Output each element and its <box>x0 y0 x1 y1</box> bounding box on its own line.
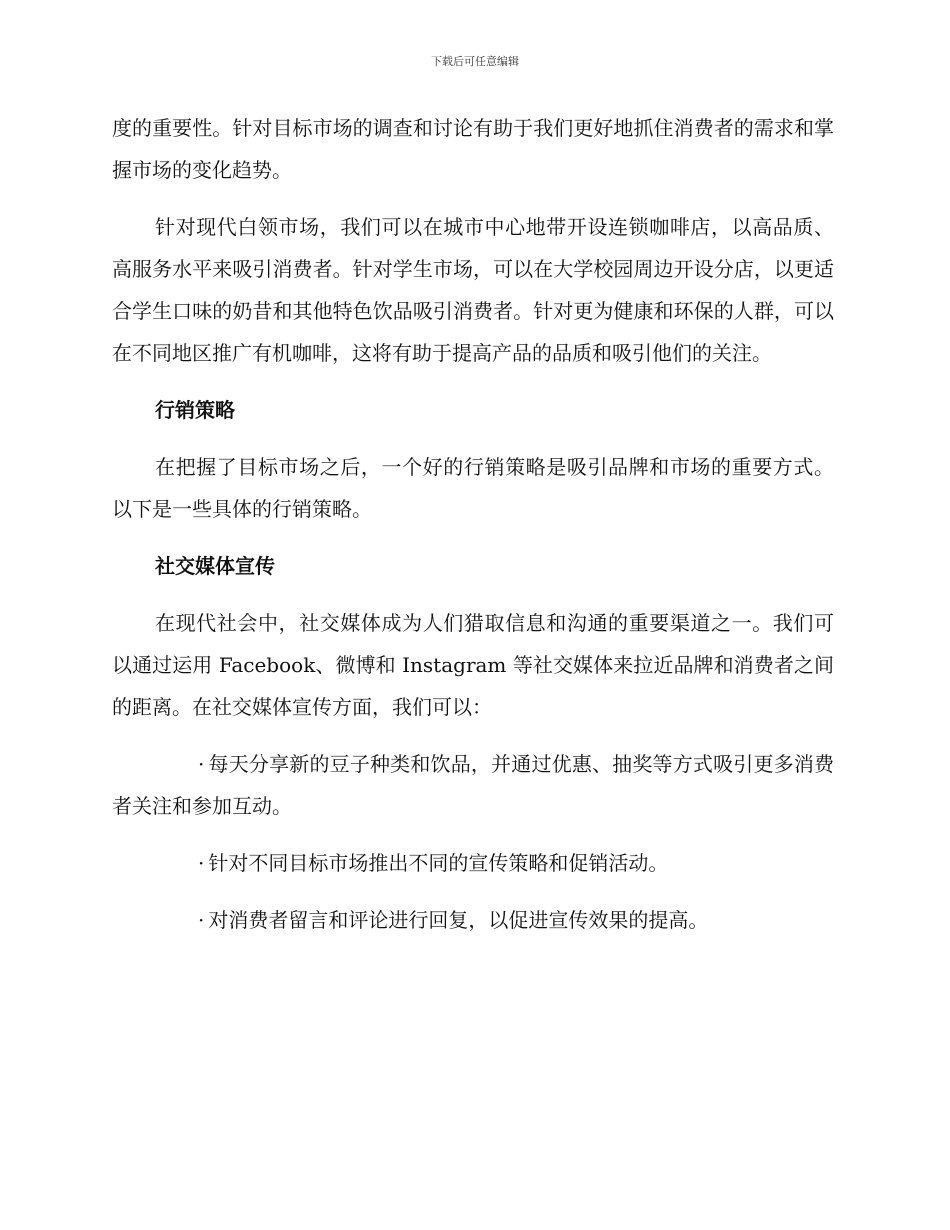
bullet-item <box>112 842 834 884</box>
paragraph-social-media: 在现代社会中，社交媒体成为人们猎取信息和沟通的重要渠道之一。我们可以通过运用 Facebook、微博和 Instagram 等社交媒体来拉近品牌和消费者之间的距离。在社交媒体宣传方面，我们可以： <box>112 611 834 719</box>
section-heading-marketing-strategy: 行销策略 <box>155 398 235 422</box>
bullet-text: 每天分享新的豆子种类和饮品，并通过优惠、抽奖等方式吸引更多消费者关注和参加互动。 <box>112 752 834 818</box>
page-header: 下载后可任意编辑 <box>431 55 519 68</box>
paragraph-marketing-intro: 在把握了目标市场之后，一个好的行销策略是吸引品牌和市场的重要方式。以下是一些具体的行销策略。 <box>112 455 834 521</box>
bullet-marker: · <box>198 851 205 875</box>
bullet-marker: · <box>198 752 205 776</box>
section-heading-social-media: 社交媒体宣传 <box>155 554 275 578</box>
bullet-text: 针对不同目标市场推出不同的宣传策略和促销活动。 <box>208 851 669 875</box>
document-body <box>112 107 834 956</box>
bullet-marker: · <box>198 908 205 932</box>
bullet-item <box>112 899 834 941</box>
paragraph-target-markets: 针对现代白领市场，我们可以在城市中心地带开设连锁咖啡店，以高品质、高服务水平来吸引消费者。针对学生市场，可以在大学校园周边开设分店，以更适合学生口味的奶昔和其他特色饮品吸引消费者。针对更为健康和环保的人群，可以在不同地区推广有机咖啡，这将有助于提高产品的品质和吸引他们的关注。 <box>112 215 834 365</box>
bullet-item <box>112 743 834 827</box>
bullet-text: 对消费者留言和评论进行回复，以促进宣传效果的提高。 <box>208 908 709 932</box>
paragraph-continued: 度的重要性。针对目标市场的调查和讨论有助于我们更好地抓住消费者的需求和掌握市场的变化趋势。 <box>112 116 834 182</box>
